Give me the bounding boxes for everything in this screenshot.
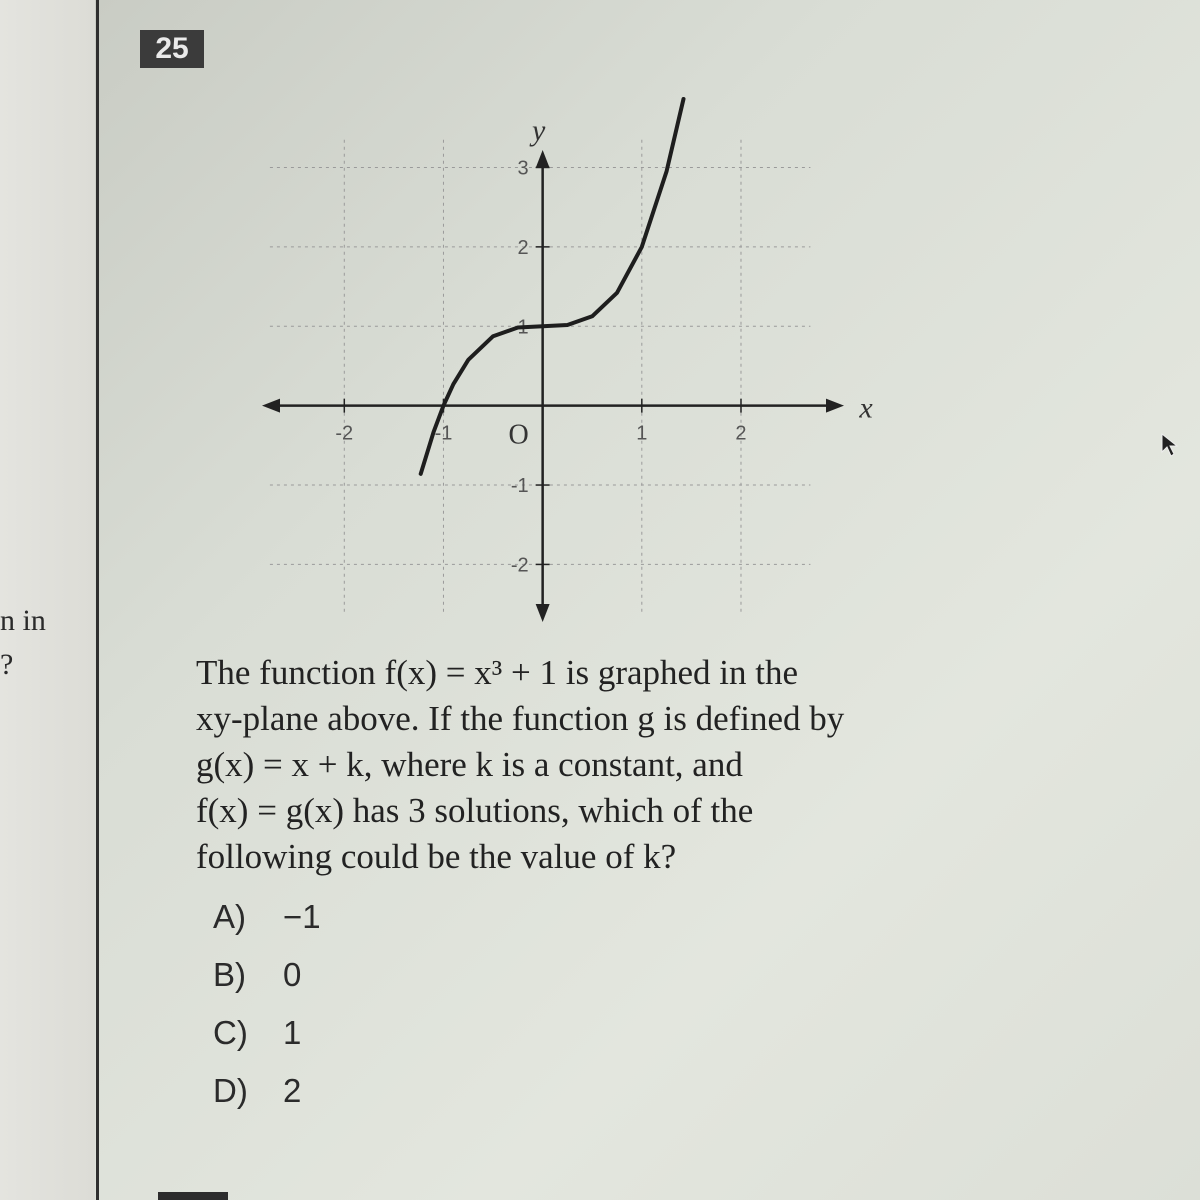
previous-column-fragment-1: n in (0, 604, 46, 637)
x-axis-arrow-right (826, 399, 844, 413)
choice-c[interactable] (213, 1014, 321, 1072)
question-number-badge (140, 30, 204, 68)
y-axis-arrow-up (536, 150, 550, 168)
choice-letter: A) (213, 898, 246, 935)
choice-letter: B) (213, 956, 246, 993)
question-line-2: xy-plane above. If the function g is defined by (196, 699, 845, 738)
x-tick-label: 2 (735, 422, 747, 445)
y-tick-label: 3 (517, 157, 529, 180)
y-tick-label: 1 (517, 316, 529, 339)
choice-b[interactable] (213, 956, 321, 1014)
x-axis-arrow-left (262, 399, 280, 413)
question-line-5: following could be the value of k? (196, 837, 677, 876)
choice-value: −1 (283, 898, 321, 935)
x-axis-label: x (859, 391, 873, 425)
y-tick-label: 2 (517, 236, 529, 259)
choice-d[interactable] (213, 1072, 321, 1130)
question-line-4: f(x) = g(x) has 3 solutions, which of the (196, 791, 754, 830)
x-tick-label: 1 (636, 422, 648, 445)
choice-value: 0 (283, 956, 302, 993)
function-curve (421, 99, 684, 474)
x-tick-label: -2 (335, 422, 354, 445)
x-tick-label: -1 (434, 422, 453, 445)
question-line-1: The function f(x) = x³ + 1 is graphed in the (196, 653, 799, 692)
question-number: 25 (155, 32, 189, 65)
answer-choices (213, 898, 321, 1130)
function-graph (260, 100, 873, 620)
next-question-badge (158, 1192, 228, 1200)
choice-letter: C) (213, 1014, 248, 1051)
choice-value: 1 (283, 1014, 302, 1051)
previous-column (0, 0, 95, 1200)
previous-column-fragment-2: ? (0, 648, 14, 681)
question-text (196, 650, 936, 880)
y-axis-arrow-down (536, 604, 550, 622)
y-tick-label: -2 (510, 554, 529, 577)
choice-letter: D) (213, 1072, 248, 1109)
y-tick-label: -1 (510, 475, 529, 498)
choice-value: 2 (283, 1072, 302, 1109)
origin-label: O (508, 419, 529, 451)
y-axis-label: y (531, 114, 546, 147)
column-divider (96, 0, 99, 1200)
mouse-pointer-icon (1160, 432, 1182, 458)
question-line-3: g(x) = x + k, where k is a constant, and (196, 745, 743, 784)
choice-a[interactable] (213, 898, 321, 956)
